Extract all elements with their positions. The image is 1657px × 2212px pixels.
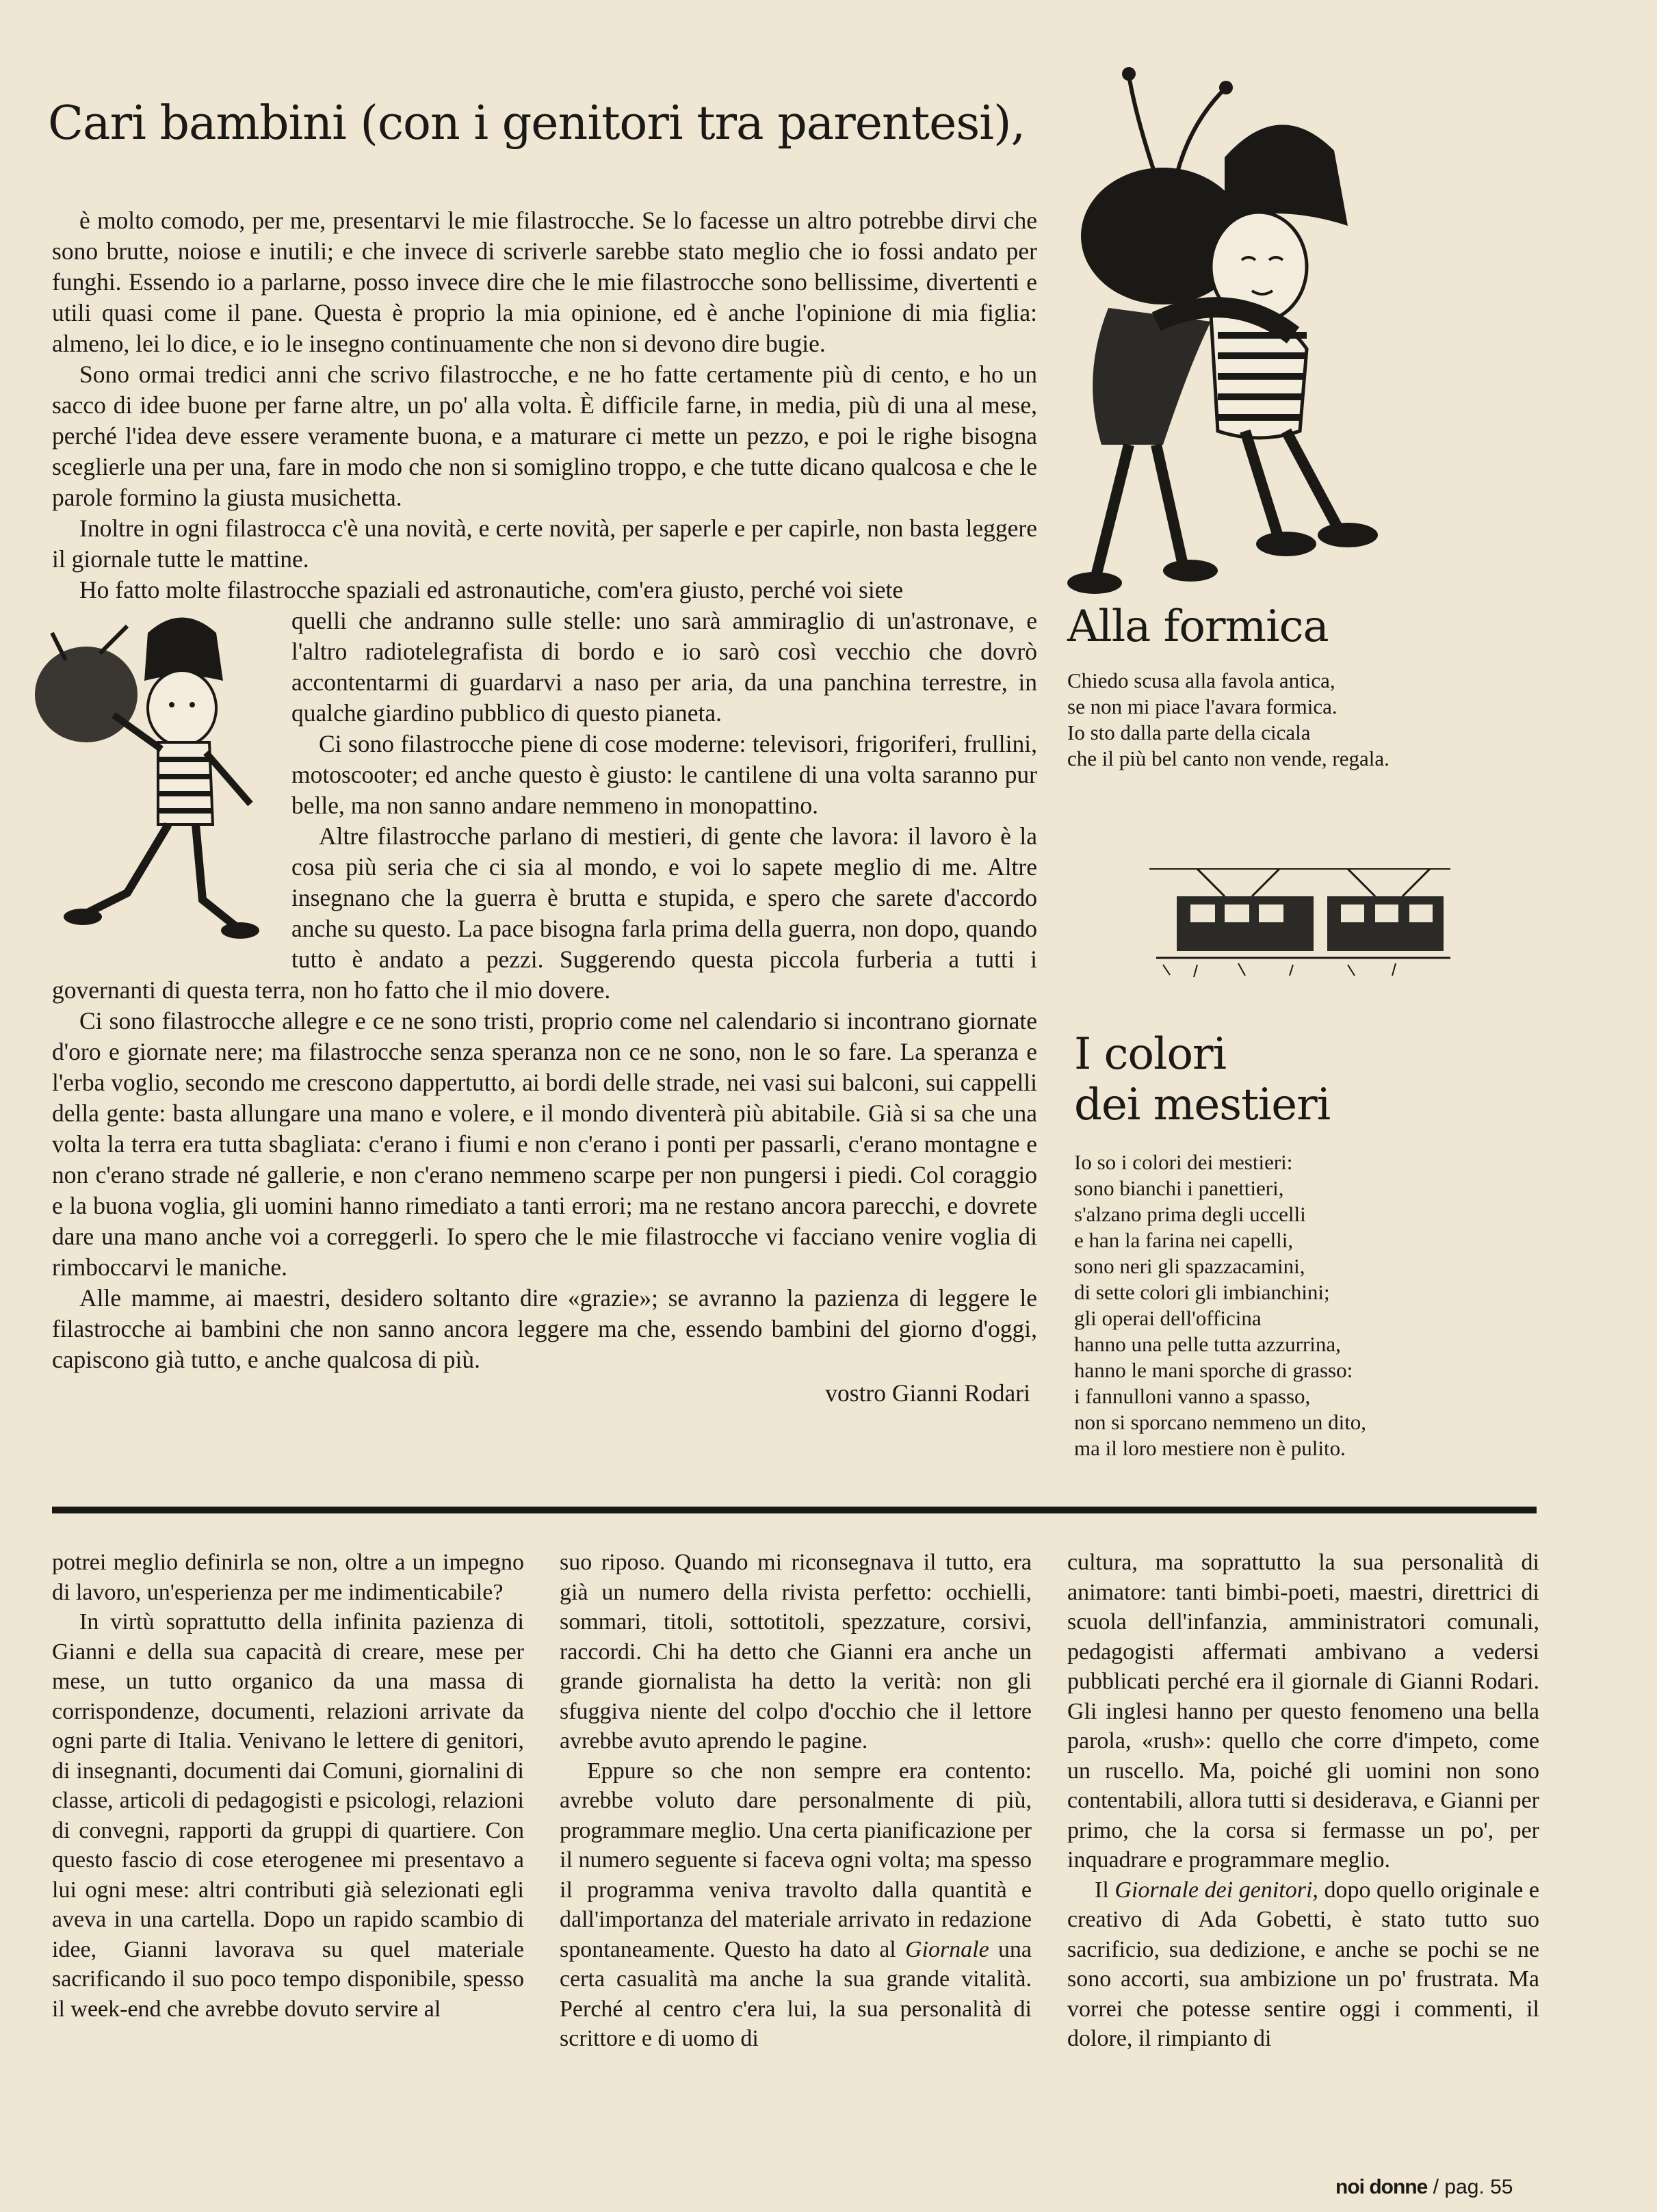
poem-title (1074, 1030, 1512, 1130)
intro-paragraph: è molto comodo, per me, presentarvi le mie filastrocche. Se lo facesse un altro potrebbe dirvi che sono brutte, noiose e inutili; e che invece di scriverle sarebbe stato meglio che io fossi andato per funghi. Essendo io a parlarne, posso invece dire che le mie filastrocche sono bellissime, divertenti e utili quasi come il pane. Questa è proprio la mia opinione, ed è anche l'opinione di mia figlia: almeno, lei lo dice, e io le insegno continuamente che non si devono dire bugie. (52, 207, 1037, 357)
poem-line: hanno le mani sporche di grasso: (1074, 1358, 1353, 1383)
intro-paragraph: Altre filastrocche parlano di mestieri, di gente che lavora: il lavoro è la cosa più seria che ci sia al mondo, e voi lo sapete meglio di me. Altre insegnano che la guerra è brutta e stupida, e spero che sarete d'accordo anche su questo. La pace bisogna farla prima della guerra, non dopo, quando tutto è andato a pezzi. Suggerendo questa piccola furberia a tutti i governanti di questa terra, non ho fatto che il mio dovere. (52, 822, 1037, 1004)
footer-separator: / (1433, 2176, 1439, 2198)
poem-title-line: I colori (1074, 1029, 1227, 1080)
section-divider (52, 1507, 1537, 1513)
poem-line: che il più bel canto non vende, regala. (1067, 746, 1389, 770)
intro-paragraph: Sono ormai tredici anni che scrivo filastrocche, e ne ho fatte certamente più di cento, e ho un sacco di idee buone per farne altre, un po' alla volta. È difficile farne, in media, più di una al mese, perché l'idea deve essere veramente buona, e a maturare ci mette un pezzo, e poi le righe bisogna sceglierle una per una, fare in modo che non si somiglino troppo, e che tutte dicano qualcosa e che le parole formino la giusta musichetta. (52, 361, 1037, 511)
page-number: pag. 55 (1444, 2176, 1513, 2198)
poem-line: e han la farina nei capelli, (1074, 1228, 1294, 1253)
page-footer (1335, 2176, 1513, 2199)
poem-line: se non mi piace l'avara formica. (1067, 694, 1338, 718)
column-paragraph (560, 1756, 1032, 2054)
poem-line: gli operai dell'officina (1074, 1306, 1262, 1331)
column-paragraph (1067, 1875, 1539, 2054)
ant-hug-illustration (1054, 62, 1423, 595)
poem-line: i fannulloni vanno a spasso, (1074, 1384, 1311, 1409)
poem-colori-mestieri (1074, 1030, 1512, 1461)
poem-line: Chiedo scusa alla favola antica, (1067, 668, 1335, 692)
intro-paragraph: Ci sono filastrocche allegre e ce ne sono tristi, proprio come nel calendario si incontrano giornate d'oro e giornate nere; ma filastrocche senza speranza non ce ne sono, non le so fare. La speranza e l'erba voglio, secondo me crescono dappertutto, ai bordi delle strade, nei vasi sui balconi, sui cappelli della gente: basta allungare una mano e volere, e il mondo diventerà più abitabile. Già si sa che una volta la terra era tutta sbagliata: c'erano i fiumi e non c'erano i ponti per passarli, c'erano montagne e non c'erano strade né gallerie, e non c'erano nemmeno scarpe per non pungersi i piedi. Col coraggio e la buona voglia, gli uomini hanno rimediato a tanti errori; ma ne restano ancora parecchi, e dovrete dare una mano anche voi a correggerli. Io spero che le mie filastrocche vi facciano venire voglia di rimboccarvi le maniche. (52, 1007, 1037, 1281)
italic-run: Giornale (904, 1936, 989, 1962)
signature: vostro Gianni Rodari (825, 1379, 1030, 1407)
poem-title-line: dei mestieri (1074, 1079, 1331, 1130)
poem-title: Alla formica (1067, 601, 1329, 652)
poem-line: sono neri gli spazzacamini, (1074, 1254, 1305, 1279)
text-run: dopo quello originale e creativo di Ada Gobetti, è stato tutto suo sacrificio, sua dedizione, e anche se pochi se ne sono accorti, sua ambizione un po' frustrata. Ma vorrei che potesse sentire oggi i commenti, il dolore, il rimpianto di (1067, 1877, 1539, 2051)
intro-paragraph: Inoltre in ogni filastrocca c'è una novità, e certe novità, per saperle e per capirle, non basta leggere il giornale tutte le mattine. (52, 515, 1037, 573)
bleed-through-decoration (1539, 109, 1656, 2162)
poem-line: sono bianchi i panettieri, (1074, 1176, 1284, 1201)
poem-line: di sette colori gli imbianchini; (1074, 1280, 1330, 1305)
intro-letter (52, 205, 1037, 1409)
poem-lines (1067, 668, 1505, 772)
intro-paragraph: Ci sono filastrocche piene di cose moderne: televisori, frigoriferi, frullini, motoscooter; ed anche questo è giusto: le cantilene di una volta saranno pur belle, ma non sanno andare nemmeno in monopattino. (291, 730, 1037, 819)
intro-paragraph: quelli che andranno sulle stelle: uno sarà ammiraglio di un'astronave, e l'altro radiotelegrafista di bordo e io sarò così vecchio che dovrò accontentarmi di guardarvi a naso per aria, da una panchina terrestre, in qualche giardino pubblico di questo pianeta. (291, 607, 1037, 727)
text-run: una certa casualità ma anche la sua grande vitalità. Perché al centro c'era lui, la sua personalità di scrittore e di uomo di (560, 1936, 1032, 2051)
running-boy-illustration (25, 606, 271, 968)
poem-line: Io sto dalla parte della cicala (1067, 720, 1311, 744)
text-run: Il (1095, 1877, 1115, 1903)
column-paragraph: potrei meglio definirla se non, oltre a un impegno di lavoro, un'esperienza per me indimenticabile? (52, 1550, 524, 1605)
magazine-name: noi donne (1335, 2176, 1428, 2198)
bottom-column-3 (1067, 1548, 1539, 2054)
poem-lines (1074, 1149, 1512, 1461)
poem-line: hanno una pelle tutta azzurrina, (1074, 1332, 1341, 1357)
italic-run: Giornale dei genitori, (1114, 1877, 1318, 1903)
poem-line: non si sporcano nemmeno un dito, (1074, 1410, 1367, 1435)
column-paragraph: cultura, ma soprattutto la sua personalità di animatore: tanti bimbi-poeti, maestri, direttrici di scuola dell'infanzia, amministratori comunali, pedagogisti affermati ambivano a vedersi pubblicati perché era il giornale di Gianni Rodari. Gli inglesi hanno per questo fenomeno una bella parola, «rush»: quello che corre d'impeto, come un ruscello. Ma, poiché gli uomini non sono contentabili, allora tutti si desiderava, e Gianni per primo, che la corsa si fermasse un po', per inquadrare e programmare meglio. (1067, 1550, 1539, 1873)
bottom-column-1 (52, 1548, 524, 2024)
intro-paragraph: Alle mamme, ai maestri, desidero soltanto dire «grazie»; se avranno la pazienza di leggere le filastrocche ai bambini che non sanno ancora leggere ma che, essendo bambini del giorno d'oggi, capiscono già tutto, e anche qualcosa di più. (52, 1284, 1037, 1373)
column-paragraph: suo riposo. Quando mi riconsegnava il tutto, era già un numero della rivista perfetto: occhielli, sommari, titoli, sottotitoli, spezzature, corsivi, raccordi. Chi ha detto che Gianni era anche un grande giornalista ha detto la verità: non gli sfuggiva niente del colpo d'occhio che il lettore avrebbe avuto aprendo le pagine. (560, 1550, 1032, 1754)
poem-line: s'alzano prima degli uccelli (1074, 1202, 1306, 1227)
tram-illustration (1143, 855, 1457, 978)
poem-line: Io so i colori dei mestieri: (1074, 1150, 1293, 1175)
poem-line: ma il loro mestiere non è pulito. (1074, 1436, 1346, 1461)
text-run: Eppure so che non sempre era contento: avrebbe voluto dare personalmente di più, programmare meglio. Una certa pianificazione per il numero seguente si faceva ogni volta; ma spesso il programma veniva travolto dalla quantità e dall'importanza del materiale arrivato in redazione spontaneamente. Questo ha dato al (560, 1758, 1032, 1962)
page-title: Cari bambini (con i genitori tra parentesi), (48, 96, 1026, 151)
bottom-column-2 (560, 1548, 1032, 2054)
intro-paragraph: Ho fatto molte filastrocche spaziali ed astronautiche, com'era giusto, perché voi siete (79, 576, 904, 603)
column-paragraph: In virtù soprattutto della infinita pazienza di Gianni e della sua capacità di creare, mese per mese, un tutto organico da una massa di corrispondenze, documenti, relazioni arrivate da ogni parte di Italia. Venivano le lettere di genitori, di insegnanti, documenti dai Comuni, giornalini di classe, articoli di pedagogisti e psicologi, relazioni di convegni, rapporti da gruppi di quartiere. Con questo fascio di cose eterogenee mi presentavo a lui ogni mese: altri contributi già selezionati egli aveva in una cartella. Dopo un rapido scambio di idee, Gianni lavorava su quel materiale sacrificando il suo poco tempo disponibile, spesso il week-end che avrebbe dovuto servire al (52, 1609, 524, 2022)
poem-alla-formica (1067, 602, 1505, 772)
